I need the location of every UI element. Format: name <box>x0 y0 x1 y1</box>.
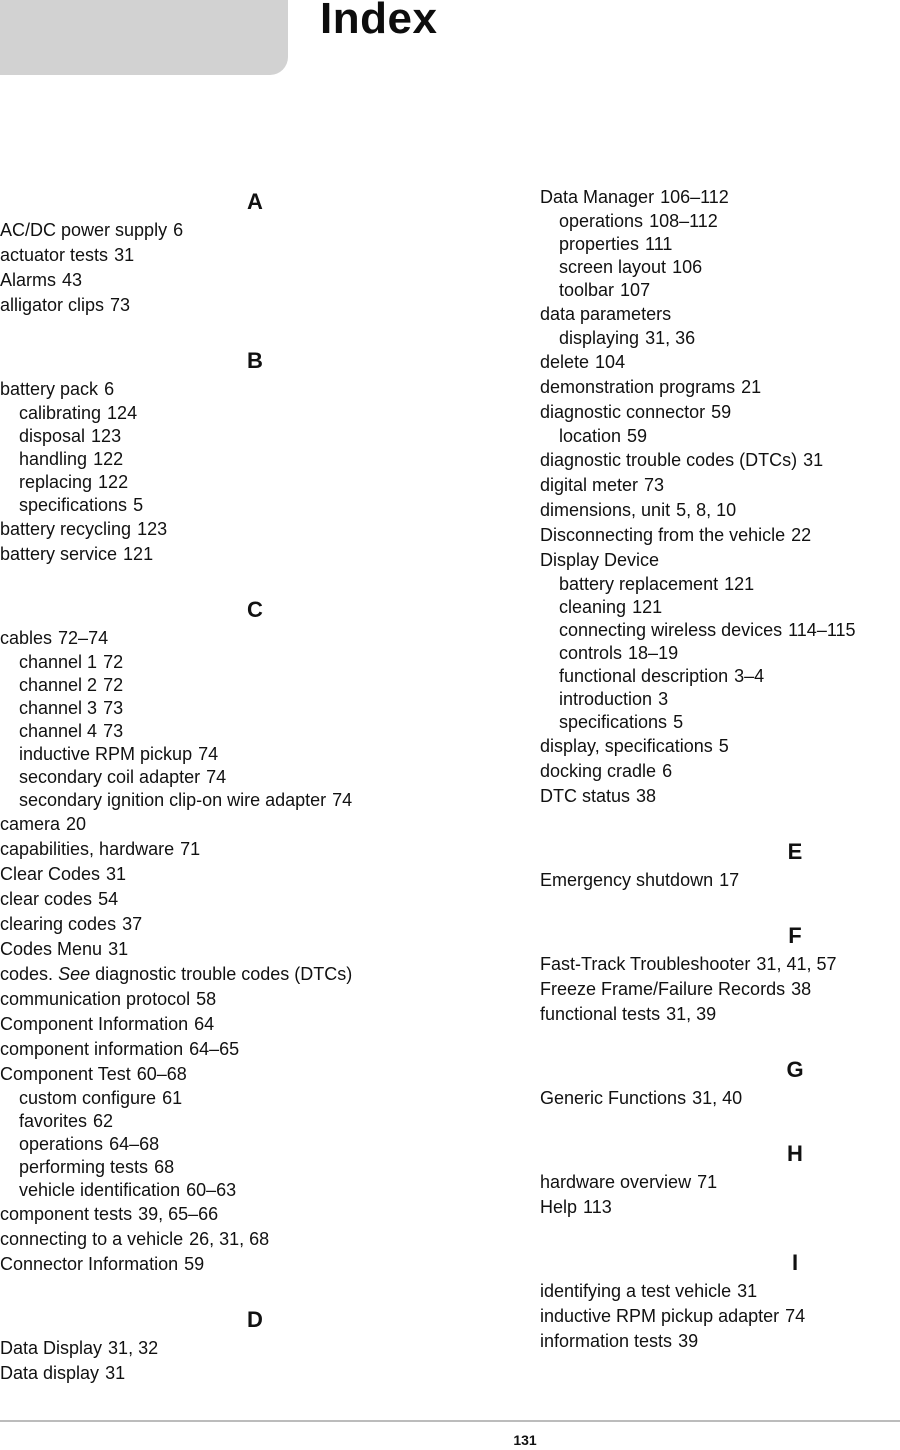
index-term: screen layout <box>559 257 667 277</box>
index-subentry[interactable] <box>540 619 900 642</box>
index-entry[interactable] <box>0 517 510 542</box>
page-reference[interactable]: 74 <box>206 767 227 787</box>
page-reference[interactable]: 18–19 <box>628 643 679 663</box>
index-term: controls <box>559 643 623 663</box>
page-reference[interactable]: 73 <box>110 295 131 315</box>
section-letter: D <box>247 1307 263 1332</box>
index-term: diagnostic trouble codes (DTCs) <box>540 450 798 470</box>
index-section-e <box>270 835 900 893</box>
index-subentry[interactable] <box>0 651 510 674</box>
page-reference[interactable]: 43 <box>62 270 83 290</box>
page-reference[interactable]: 20 <box>66 814 87 834</box>
index-entry[interactable]: cables 72–74 <box>0 628 109 648</box>
page-reference[interactable]: 74 <box>198 744 219 764</box>
section-letter: E <box>787 839 803 864</box>
index-term: Freeze Frame/Failure Records <box>540 979 786 999</box>
index-subentry[interactable] <box>540 327 900 350</box>
index-term: calibrating <box>19 403 102 423</box>
index-term: display, specifications <box>540 736 713 756</box>
page-reference[interactable]: 5 <box>133 495 144 515</box>
index-subentry[interactable] <box>0 471 510 494</box>
index-term: vehicle identification <box>19 1180 181 1200</box>
index-term: Generic Functions <box>540 1088 687 1108</box>
page-reference[interactable]: 74 <box>332 790 353 810</box>
index-term: Help <box>540 1197 578 1217</box>
section-letter: A <box>247 189 263 214</box>
index-subentry[interactable] <box>540 688 900 711</box>
index-term: Fast-Track Troubleshooter <box>540 954 751 974</box>
index-term: specifications <box>19 495 128 515</box>
index-entry[interactable] <box>540 350 900 375</box>
header-tab <box>0 0 288 75</box>
index-column-right <box>540 185 900 1354</box>
index-entry[interactable] <box>540 523 900 548</box>
index-term: Alarms <box>0 270 57 290</box>
page-reference[interactable]: 64 <box>194 1014 215 1034</box>
index-subentry[interactable] <box>540 256 900 279</box>
page-reference[interactable]: 74 <box>785 1306 806 1326</box>
index-subentry[interactable] <box>0 743 510 766</box>
index-term: handling <box>19 449 88 469</box>
index-term: properties <box>559 234 640 254</box>
page-reference[interactable]: 124 <box>107 403 138 423</box>
section-letter: H <box>787 1141 803 1166</box>
index-entry[interactable] <box>540 473 900 498</box>
footer-rule <box>0 1420 900 1422</box>
page-reference[interactable]: 31, 39 <box>666 1004 717 1024</box>
page-reference[interactable]: 31 <box>737 1281 758 1301</box>
index-entry[interactable] <box>540 1195 900 1220</box>
page-reference[interactable]: 38 <box>636 786 657 806</box>
page-reference[interactable]: 3 <box>658 689 669 709</box>
page-reference[interactable]: 111 <box>645 234 673 254</box>
index-term: performing tests <box>19 1157 149 1177</box>
index-entry[interactable] <box>540 759 900 784</box>
index-term: Data display <box>0 1363 100 1383</box>
index-term: docking cradle <box>540 761 657 781</box>
page-reference[interactable]: 31, 36 <box>645 328 696 348</box>
page-reference[interactable]: 31 <box>105 1363 126 1383</box>
page-reference[interactable]: 73 <box>103 698 124 718</box>
index-subentry[interactable] <box>0 1110 510 1133</box>
index-entry[interactable] <box>0 268 510 293</box>
index-term: AC/DC power supply <box>0 220 168 240</box>
page-reference[interactable]: 72 <box>103 652 124 672</box>
page-reference[interactable]: 6 <box>662 761 673 781</box>
index-term: functional tests <box>540 1004 661 1024</box>
page-reference[interactable]: 121 <box>724 574 755 594</box>
index-subentry[interactable] <box>0 720 510 743</box>
page-number: 131 <box>513 1432 537 1448</box>
index-section-h <box>270 1137 900 1220</box>
page-reference[interactable]: 17 <box>719 870 740 890</box>
index-term: DTC status <box>540 786 631 806</box>
index-term: secondary ignition clip-on wire adapter <box>19 790 327 810</box>
index-term: custom configure <box>19 1088 157 1108</box>
index-term: introduction <box>559 689 653 709</box>
index-entry-see[interactable]: codes. See diagnostic trouble codes (DTCs) <box>0 964 353 984</box>
page-reference[interactable]: 59 <box>627 426 648 446</box>
index-entry[interactable]: Display Device <box>540 550 660 570</box>
index-term: Codes Menu <box>0 939 103 959</box>
index-entry[interactable]: Component Test 60–68 <box>0 1064 187 1084</box>
index-term: toolbar <box>559 280 615 300</box>
index-term: functional description <box>559 666 729 686</box>
page-reference[interactable]: 123 <box>91 426 122 446</box>
page-reference[interactable]: 5 <box>673 712 684 732</box>
index-term: clearing codes <box>0 914 117 934</box>
index-subentry[interactable] <box>0 448 510 471</box>
index-entry[interactable] <box>0 812 510 837</box>
index-subentry[interactable] <box>0 402 510 425</box>
page-reference[interactable]: 31, 41, 57 <box>756 954 837 974</box>
page-reference[interactable]: 6 <box>173 220 184 240</box>
index-term: secondary coil adapter <box>19 767 201 787</box>
index-term: battery service <box>0 544 118 564</box>
index-section-i <box>270 1246 900 1354</box>
index-term: connecting wireless devices <box>559 620 783 640</box>
index-term: inductive RPM pickup <box>19 744 193 764</box>
index-entry[interactable] <box>0 293 510 318</box>
page-title: Index <box>320 0 438 43</box>
section-letter: F <box>788 923 802 948</box>
index-section-a <box>0 185 510 318</box>
index-term: battery replacement <box>559 574 719 594</box>
page-reference[interactable]: 31 <box>803 450 824 470</box>
index-entry[interactable]: data parameters <box>540 304 672 324</box>
page-reference[interactable]: 113 <box>583 1197 612 1217</box>
index-term: specifications <box>559 712 668 732</box>
section-letter: C <box>247 597 263 622</box>
index-term: Clear Codes <box>0 864 101 884</box>
page-reference[interactable]: 22 <box>791 525 812 545</box>
index-entry[interactable] <box>540 1304 900 1329</box>
index-entry[interactable] <box>0 1361 510 1386</box>
index-subentry[interactable] <box>540 573 900 596</box>
index-entry[interactable] <box>540 448 900 473</box>
index-entry[interactable] <box>540 1329 900 1354</box>
page-reference[interactable]: 73 <box>103 721 124 741</box>
page-reference[interactable]: 61 <box>162 1088 183 1108</box>
index-term: communication protocol <box>0 989 191 1009</box>
page-reference[interactable]: 73 <box>644 475 665 495</box>
page-reference[interactable]: 31 <box>106 864 127 884</box>
index-term: clear codes <box>0 889 93 909</box>
page-reference[interactable]: 31 <box>114 245 135 265</box>
index-term: digital meter <box>540 475 639 495</box>
index-term: battery recycling <box>0 519 132 539</box>
index-subentry[interactable] <box>540 425 900 448</box>
index-term: displaying <box>559 328 640 348</box>
page-reference[interactable]: 114–115 <box>788 620 856 640</box>
index-entry[interactable] <box>0 542 510 567</box>
index-subentry[interactable] <box>0 674 510 697</box>
index-subentry[interactable] <box>540 642 900 665</box>
index-entry[interactable]: Data Manager 106–112 <box>540 187 729 207</box>
index-term: favorites <box>19 1111 88 1131</box>
page-reference[interactable]: 60–63 <box>186 1180 237 1200</box>
index-subentry[interactable] <box>0 789 510 812</box>
index-subentry[interactable] <box>0 697 510 720</box>
page-reference[interactable]: 72 <box>103 675 124 695</box>
index-term: alligator clips <box>0 295 105 315</box>
index-subentry[interactable] <box>540 210 900 233</box>
page-reference[interactable]: 39 <box>678 1331 699 1351</box>
page-reference[interactable]: 106 <box>672 257 703 277</box>
page-reference[interactable]: 107 <box>620 280 651 300</box>
index-entry[interactable] <box>540 375 900 400</box>
page-reference[interactable]: 31, 32 <box>108 1338 159 1358</box>
page-reference[interactable]: 26, 31, 68 <box>189 1229 270 1249</box>
index-term: information tests <box>540 1331 673 1351</box>
index-entry[interactable] <box>540 1086 900 1111</box>
index-entry[interactable] <box>540 977 900 1002</box>
index-entry[interactable] <box>0 243 510 268</box>
index-term: component tests <box>0 1204 133 1224</box>
page-reference[interactable]: 123 <box>137 519 168 539</box>
index-term: channel 4 <box>19 721 98 741</box>
page-reference[interactable]: 104 <box>595 352 626 372</box>
page-reference[interactable]: 62 <box>93 1111 114 1131</box>
page-reference[interactable]: 122 <box>98 472 129 492</box>
index-term: inductive RPM pickup adapter <box>540 1306 780 1326</box>
index-term: cleaning <box>559 597 627 617</box>
index-entry[interactable]: diagnostic connector 59 <box>540 402 732 422</box>
index-section-f <box>270 919 900 1027</box>
page-reference[interactable]: 37 <box>122 914 143 934</box>
page-reference[interactable]: 38 <box>791 979 812 999</box>
page-reference[interactable]: 39, 65–66 <box>138 1204 219 1224</box>
page-reference[interactable]: 71 <box>180 839 201 859</box>
index-term: capabilities, hardware <box>0 839 175 859</box>
index-term: channel 1 <box>19 652 98 672</box>
index-entry[interactable] <box>540 734 900 759</box>
page-reference[interactable]: 3–4 <box>734 666 765 686</box>
index-term: Emergency shutdown <box>540 870 714 890</box>
page-reference[interactable]: 64–65 <box>189 1039 240 1059</box>
index-subentry[interactable] <box>540 596 900 619</box>
page-reference[interactable]: 122 <box>93 449 124 469</box>
index-entry[interactable] <box>540 1002 900 1027</box>
index-subentry[interactable] <box>0 425 510 448</box>
index-section-b <box>0 344 510 567</box>
index-term: delete <box>540 352 590 372</box>
page-reference[interactable]: 31 <box>108 939 129 959</box>
page-reference[interactable]: 121 <box>123 544 154 564</box>
page-reference[interactable]: 54 <box>98 889 119 909</box>
page-reference[interactable]: 31, 40 <box>692 1088 743 1108</box>
page-reference[interactable]: 5 <box>718 736 729 756</box>
index-term: identifying a test vehicle <box>540 1281 732 1301</box>
index-entry[interactable] <box>540 498 900 523</box>
index-entry[interactable] <box>540 868 900 893</box>
index-entry[interactable] <box>540 952 900 977</box>
section-letter: G <box>786 1057 804 1082</box>
page-reference[interactable]: 121 <box>632 597 663 617</box>
index-subentry[interactable] <box>540 665 900 688</box>
index-term: component information <box>0 1039 184 1059</box>
page-reference[interactable]: 68 <box>154 1157 175 1177</box>
index-term: Disconnecting from the vehicle <box>540 525 786 545</box>
index-term: demonstration programs <box>540 377 736 397</box>
index-section-d-continued <box>540 185 900 809</box>
index-term: replacing <box>19 472 93 492</box>
index-term: operations <box>19 1134 104 1154</box>
page-reference[interactable]: 21 <box>741 377 762 397</box>
index-term: dimensions, unit <box>540 500 671 520</box>
index-subentry[interactable] <box>540 279 900 302</box>
index-term: connecting to a vehicle <box>0 1229 184 1249</box>
index-term: disposal <box>19 426 86 446</box>
index-entry[interactable] <box>540 1170 900 1195</box>
index-term: channel 3 <box>19 698 98 718</box>
index-subentry[interactable] <box>540 711 900 734</box>
page-reference[interactable]: 108–112 <box>649 211 718 231</box>
page-reference[interactable]: 59 <box>184 1254 205 1274</box>
page-reference[interactable]: 64–68 <box>109 1134 160 1154</box>
index-term: Data Display <box>0 1338 103 1358</box>
index-entry[interactable]: battery pack 6 <box>0 379 115 399</box>
index-entry[interactable] <box>0 218 510 243</box>
page-reference[interactable]: 71 <box>697 1172 718 1192</box>
index-term: actuator tests <box>0 245 109 265</box>
index-term: camera <box>0 814 61 834</box>
index-subentry[interactable] <box>540 233 900 256</box>
index-term: location <box>559 426 622 446</box>
section-letter: B <box>247 348 263 373</box>
index-subentry[interactable] <box>0 766 510 789</box>
index-term: Component Information <box>0 1014 189 1034</box>
page-reference[interactable]: 5, 8, 10 <box>676 500 737 520</box>
index-term: channel 2 <box>19 675 98 695</box>
index-section-g <box>270 1053 900 1111</box>
index-term: operations <box>559 211 644 231</box>
index-term: Connector Information <box>0 1254 179 1274</box>
page-reference[interactable]: 58 <box>196 989 217 1009</box>
section-letter: I <box>791 1250 799 1275</box>
index-entry[interactable] <box>540 784 900 809</box>
index-subentry[interactable] <box>0 494 510 517</box>
index-term: hardware overview <box>540 1172 692 1192</box>
index-entry[interactable] <box>540 1279 900 1304</box>
